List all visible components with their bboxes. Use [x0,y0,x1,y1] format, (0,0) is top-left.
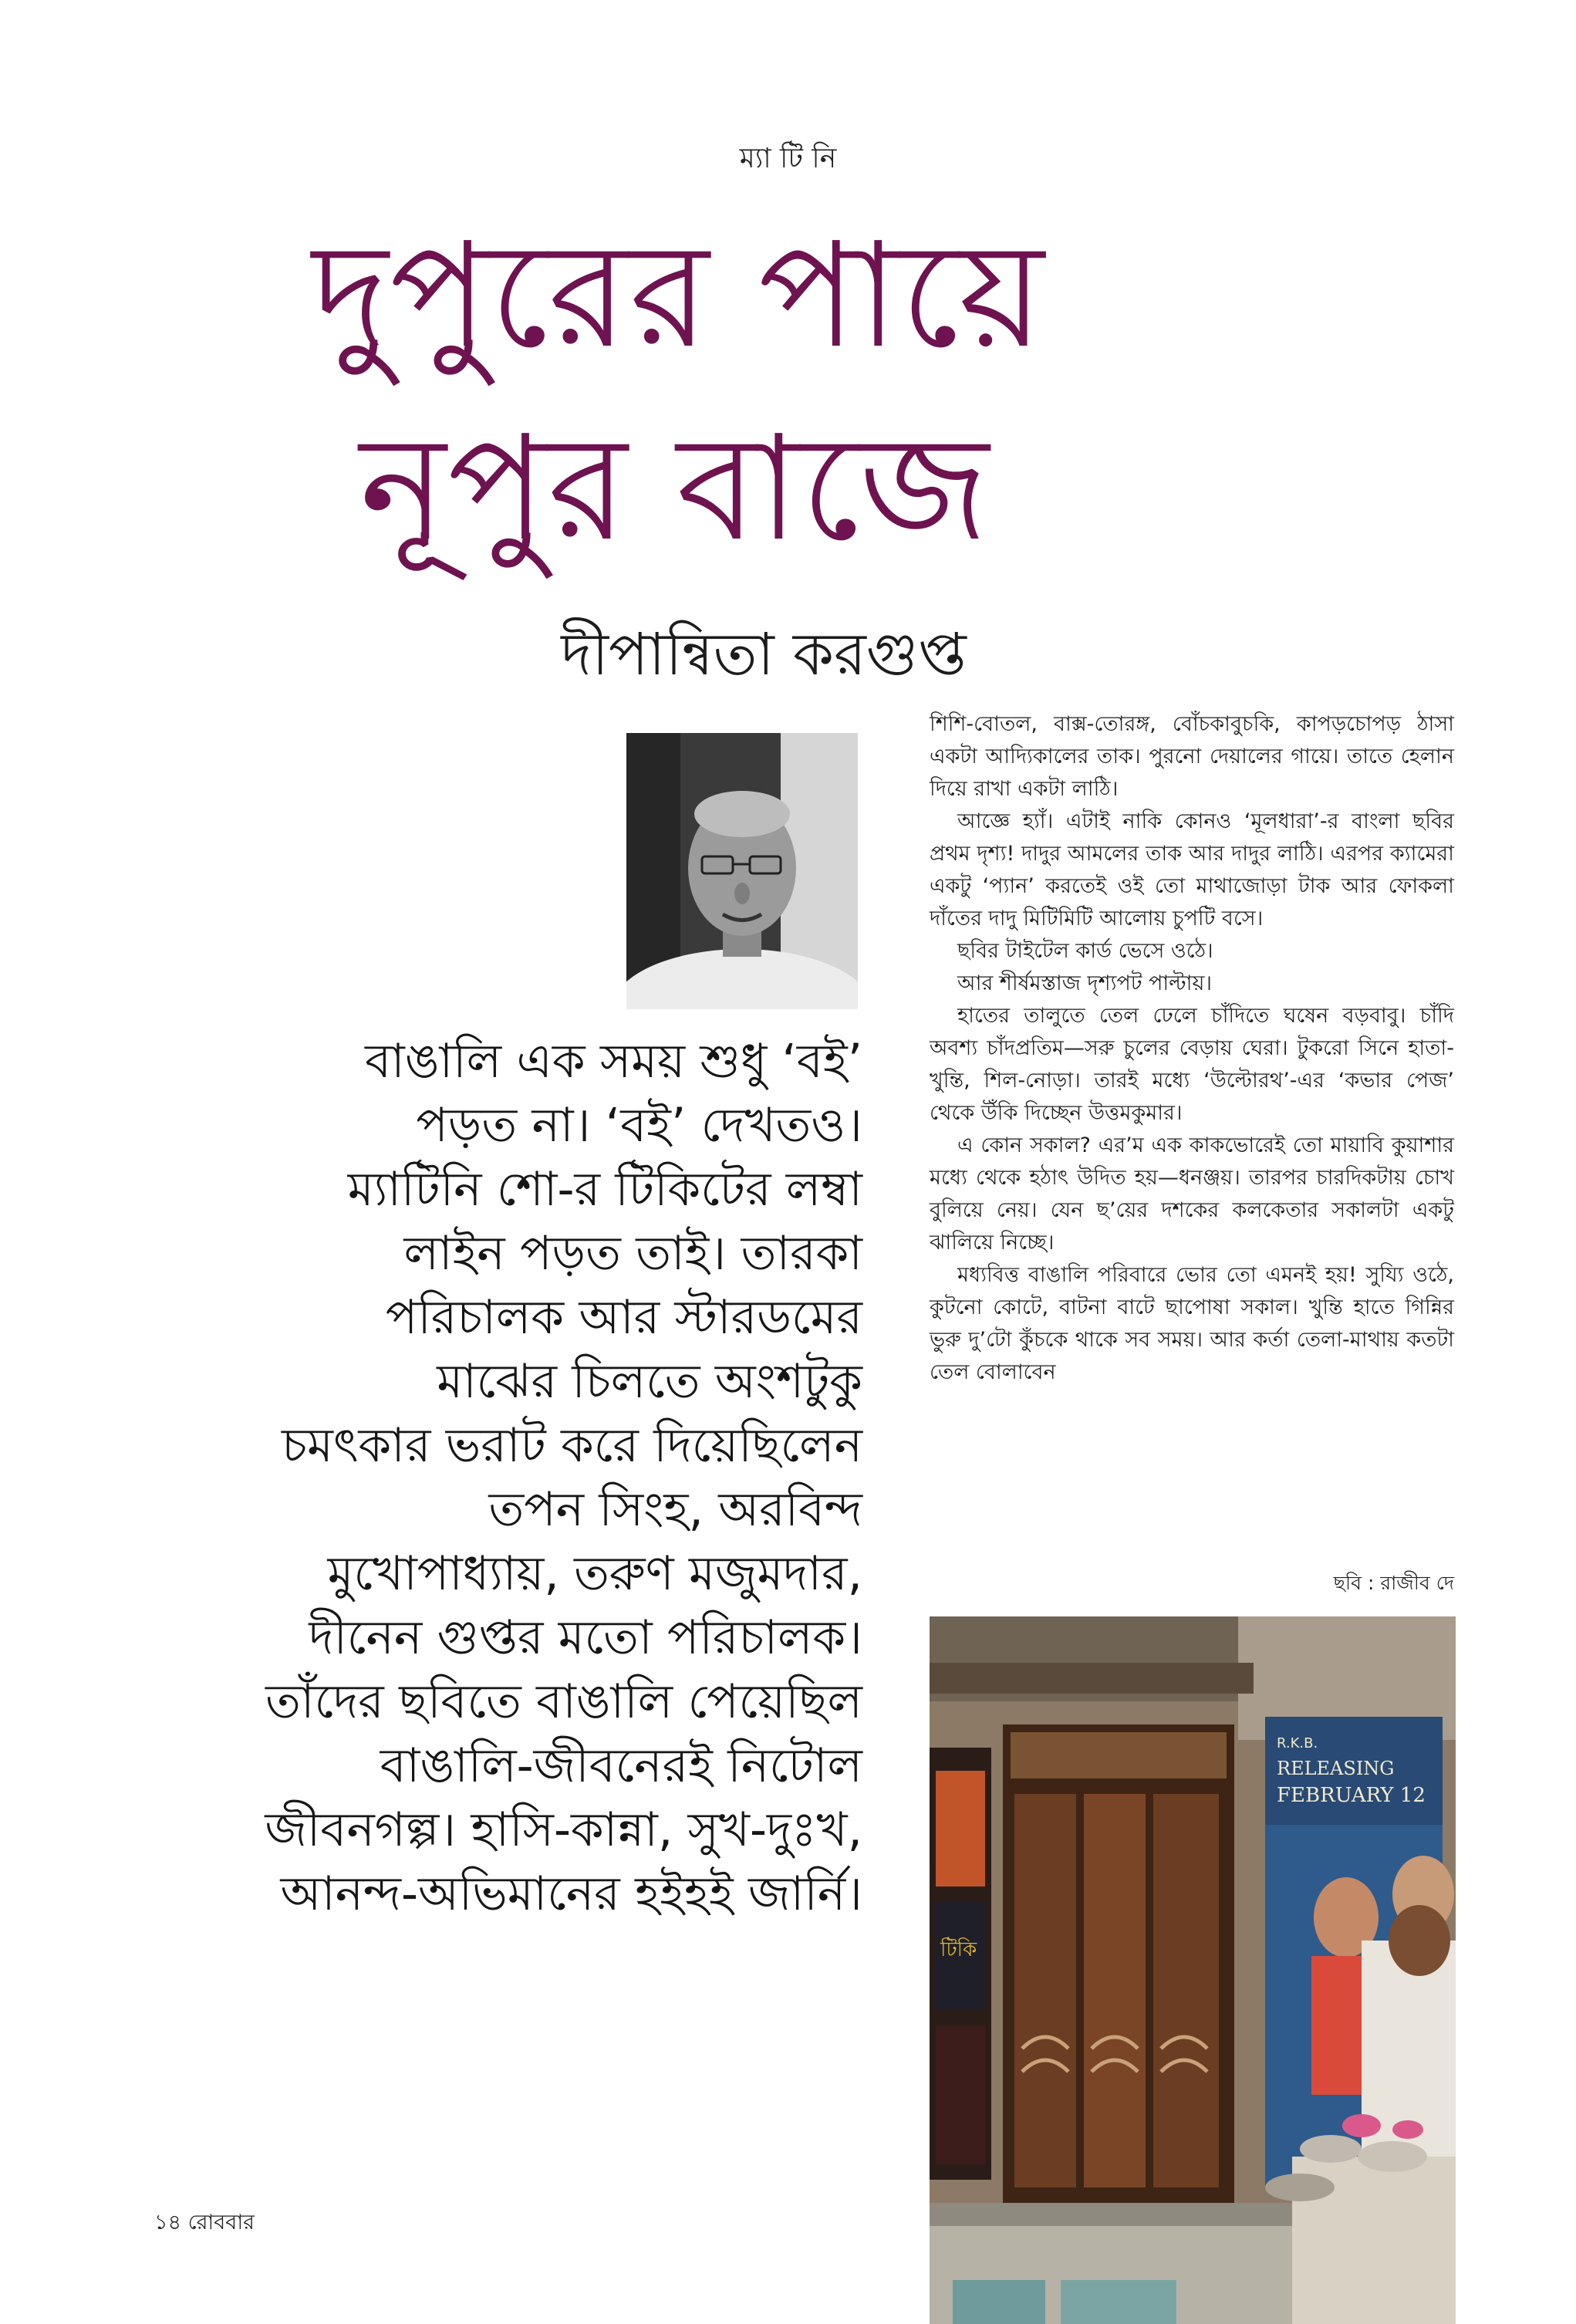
intro-paragraph [147,1029,862,1926]
intro-line: মুখোপাধ্যায়, তরুণ মজুমদার, [327,1546,862,1601]
intro-line: মাঝের চিলতে অংশটুকু [437,1354,862,1409]
body-paragraph: এ কোন সকাল? এর’ম এক কাকভোরেই তো মায়াবি কুয়াশার মধ্যে থেকে হঠাৎ উদিত হয়—ধনঞ্জয়। তারপর চারদিকটায় চোখ বুলিয়ে নেয়। যেন ছ’য়ের দশকের কলকেতার সকালটা একটু ঝালিয়ে নিচ্ছে। [930,1133,1454,1255]
intro-line: চমৎকার ভরাট করে দিয়েছিলেন [282,1418,862,1473]
intro-line: বাঙালি-জীবনেরই নিটোল [380,1738,862,1793]
author-photo [626,733,858,1009]
headline-line-2: নূপুর বাজে [359,404,990,573]
cinema-entrance-photo [930,1616,1456,2324]
intro-line: জীবনগল্প। হাসি-কান্না, সুখ-দুঃখ, [265,1802,862,1857]
body-paragraph: ছবির টাইটেল কার্ড ভেসে ওঠে। [957,939,1213,963]
intro-line: ম্যাটিনি শো-র টিকিটের লম্বা [347,1162,862,1217]
intro-line: লাইন পড়ত তাই। তারকা [403,1226,862,1281]
page-footer: ১৪ রোববার [154,2211,255,2234]
poster-line-1: RELEASING [1277,1758,1395,1779]
body-paragraph: মধ্যবিত্ত বাঙালি পরিবারে ভোর তো এমনই হয়! সুয্যি ওঠে, কুটনো কোটে, বাটনা বাটে ছাপোষা সকাল। খুন্তি হাতে গিন্নির ভুরু দু’টো কুঁচকে থাকে সব সময়। আর কর্তা তেলা-মাথায় কতটা তেল বোলাবেন [930,1263,1454,1384]
poster-line-2: FEBRUARY 12 [1277,1784,1426,1807]
body-paragraph: শিশি-বোতল, বাক্স-তোরঙ্গ, বোঁচকাবুচকি, কাপড়চোপড় ঠাসা একটা আদ্যিকালের তাক। পুরনো দেয়ালের গায়ে। তাতে হেলান দিয়ে রাখা একটা লাঠি। [930,712,1454,801]
intro-line: দীনেন গুপ্তর মতো পরিচালক। [309,1610,862,1665]
intro-line: আনন্দ-অভিমানের হইহই জার্নি। [280,1866,862,1921]
intro-line: তাঁদের ছবিতে বাঙালি পেয়েছিল [265,1674,862,1729]
body-paragraph: হাতের তালুতে তেল ঢেলে চাঁদিতে ঘষেন বড়বাবু। চাঁদি অবশ্য চাঁদপ্রতিম—সরু চুলের বেড়ায় ঘেরা। টুকরো সিনে হাতা-খুন্তি, শিল-নোড়া। তারই মধ্যে ‘উল্টোরথ’-এর ‘কভার পেজ’ থেকে উঁকি দিচ্ছেন উত্তমকুমার। [930,1004,1454,1125]
poster-brand: R.K.B. [1277,1735,1318,1751]
body-paragraph: আর শীর্ষমস্তাজ দৃশ্যপট পাল্টায়। [957,971,1213,995]
intro-line: বাঙালি এক সময় শুধু ‘বই’ [365,1034,862,1089]
small-poster-text: টিকি [940,1938,977,1961]
article-body [930,708,1454,1389]
byline: দীপান্বিতা করগুপ্ত [561,620,967,688]
section-label: ম্যা টি নি [739,143,837,174]
photo-credit: ছবি : রাজীব দে [1333,1572,1454,1594]
body-paragraph: আজ্ঞে হ্যাঁ। এটাই নাকি কোনও ‘মূলধারা’-র বাংলা ছবির প্রথম দৃশ্য! দাদুর আমলের তাক আর দাদুর লাঠি। এরপর ক্যামেরা একটু ‘প্যান’ করতেই ওই তো মাথাজোড়া টাক আর ফোকলা দাঁতের দাদু মিটিমিটি আলোয় চুপটি বসে। [930,809,1454,931]
headline-line-1: দুপুরের পায়ে [312,211,1046,380]
intro-line: পড়ত না। ‘বই’ দেখতও। [416,1098,862,1153]
intro-line: তপন সিংহ, অরবিন্দ [488,1482,862,1537]
intro-line: পরিচালক আর স্টারডমের [385,1290,862,1345]
